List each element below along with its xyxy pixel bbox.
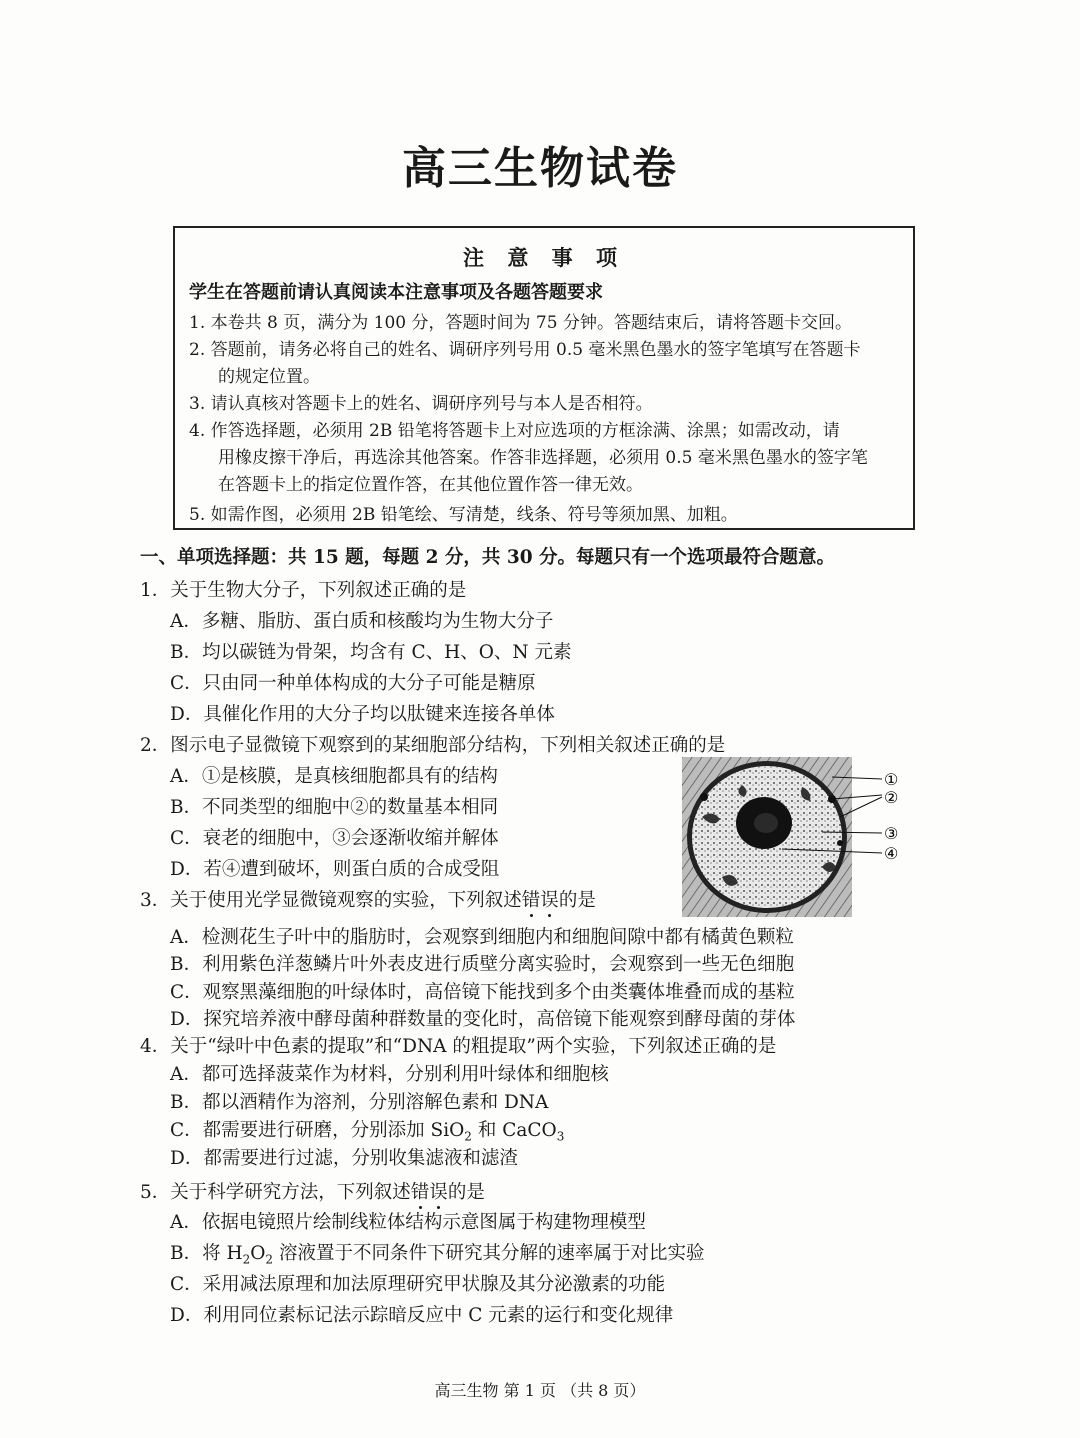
notice-line: 2. 答题前，请务必将自己的姓名、调研序列号用 0.5 毫米黑色墨水的签字笔填写在答题卡 bbox=[189, 340, 861, 360]
nuclear-pore bbox=[700, 793, 708, 801]
option: C．只由同一种单体构成的大分子可能是糖原 bbox=[170, 673, 536, 694]
question-stem: 5．关于科学研究方法，下列叙述错误的是 bbox=[140, 1182, 485, 1203]
option: D．探究培养液中酵母菌种群数量的变化时，高倍镜下能观察到酵母菌的芽体 bbox=[170, 1009, 796, 1030]
option: B．均以碳链为骨架，均含有 C、H、O、N 元素 bbox=[170, 642, 572, 663]
option: A．①是核膜，是真核细胞都具有的结构 bbox=[170, 766, 498, 787]
option: A．依据电镜照片绘制线粒体结构示意图属于构建物理模型 bbox=[170, 1212, 646, 1233]
notice-line: 用橡皮擦干净后，再选涂其他答案。作答非选择题，必须用 0.5 毫米黑色墨水的签字笔 bbox=[218, 448, 868, 468]
question-stem: 3．关于使用光学显微镜观察的实验，下列叙述错误的是 bbox=[140, 890, 596, 911]
section-heading: 一、单项选择题：共 15 题，每题 2 分，共 30 分。每题只有一个选项最符合题意。 bbox=[140, 547, 836, 568]
option: C．采用减法原理和加法原理研究甲状腺及其分泌激素的功能 bbox=[170, 1274, 666, 1295]
figure-label-3: ③ bbox=[884, 824, 899, 843]
option: D．具催化作用的大分子均以肽键来连接各单体 bbox=[170, 704, 555, 725]
option: B．不同类型的细胞中②的数量基本相同 bbox=[170, 797, 499, 818]
option: A．检测花生子叶中的脂肪时，会观察到细胞内和细胞间隙中都有橘黄色颗粒 bbox=[170, 927, 794, 948]
option: C．衰老的细胞中，③会逐渐收缩并解体 bbox=[170, 828, 499, 849]
option: B．都以酒精作为溶剂，分别溶解色素和 DNA bbox=[170, 1092, 549, 1113]
notice-heading: 注 意 事 项 bbox=[463, 245, 625, 270]
option: D．若④遭到破坏，则蛋白质的合成受阻 bbox=[170, 859, 500, 880]
option: B．利用紫色洋葱鳞片叶外表皮进行质壁分离实验时，会观察到一些无色细胞 bbox=[170, 954, 795, 975]
notice-subtitle: 学生在答题前请认真阅读本注意事项及各题答题要求 bbox=[189, 282, 603, 303]
notice-line: 4. 作答选择题，必须用 2B 铅笔将答题卡上对应选项的方框涂满、涂黑；如需改动，请 bbox=[189, 421, 840, 441]
emphasis-char: 错 bbox=[521, 890, 541, 911]
figure-label-1: ① bbox=[884, 770, 899, 789]
option: D．都需要进行过滤，分别收集滤液和滤渣 bbox=[170, 1148, 518, 1169]
option: C．都需要进行研磨，分别添加 SiO$_2$ 和 CaCO$_3$ bbox=[170, 1120, 565, 1144]
question-stem: 2．图示电子显微镜下观察到的某细胞部分结构，下列相关叙述正确的是 bbox=[140, 735, 726, 756]
notice-line: 3. 请认真核对答题卡上的姓名、调研序列号与本人是否相符。 bbox=[189, 394, 653, 414]
notice-line: 在答题卡上的指定位置作答，在其他位置作答一律无效。 bbox=[218, 475, 643, 495]
notice-line: 1. 本卷共 8 页，满分为 100 分，答题时间为 75 分钟。答题结束后，请将答题卡交回。 bbox=[189, 313, 852, 333]
page-title: 高三生物试卷 bbox=[402, 143, 678, 194]
notice-line: 5. 如需作图，必须用 2B 铅笔绘、写清楚，线条、符号等须加黑、加粗。 bbox=[189, 505, 738, 525]
option: A．多糖、脂肪、蛋白质和核酸均为生物大分子 bbox=[170, 611, 554, 632]
emphasis-char: 错 bbox=[410, 1182, 430, 1203]
question-stem: 4．关于“绿叶中色素的提取”和“DNA 的粗提取”两个实验，下列叙述正确的是 bbox=[140, 1036, 777, 1057]
emphasis-char: 误 bbox=[540, 890, 559, 911]
figure-label-4: ④ bbox=[884, 844, 899, 863]
nucleolus-core bbox=[754, 813, 778, 833]
figure-label-2: ② bbox=[884, 788, 899, 807]
cell-micrograph-figure bbox=[682, 757, 904, 917]
emphasis-char: 误 bbox=[429, 1182, 448, 1203]
nuclear-pore bbox=[837, 840, 843, 846]
option: B．将 $H_2O_2$ 溶液置于不同条件下研究其分解的速率属于对比实验 bbox=[170, 1243, 705, 1267]
notice-box bbox=[173, 226, 915, 530]
option: A．都可选择菠菜作为材料，分别利用叶绿体和细胞核 bbox=[170, 1064, 609, 1085]
page-footer: 高三生物 第 1 页 （共 8 页） bbox=[434, 1381, 646, 1400]
question-stem: 1．关于生物大分子，下列叙述正确的是 bbox=[140, 580, 467, 601]
option: C．观察黑藻细胞的叶绿体时，高倍镜下能找到多个由类囊体堆叠而成的基粒 bbox=[170, 982, 795, 1003]
notice-line: 的规定位置。 bbox=[218, 367, 320, 387]
option: D．利用同位素标记法示踪暗反应中 C 元素的运行和变化规律 bbox=[170, 1305, 674, 1326]
